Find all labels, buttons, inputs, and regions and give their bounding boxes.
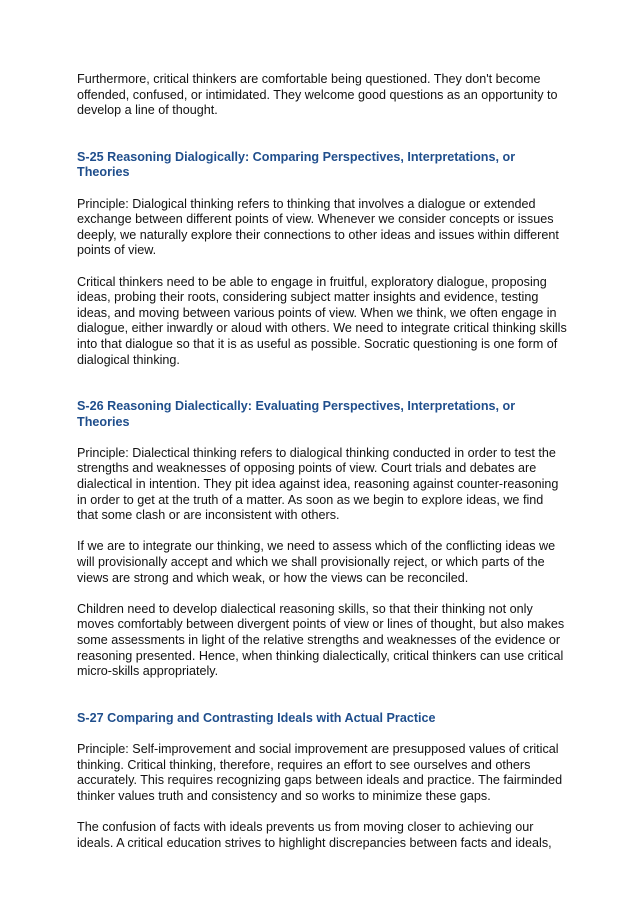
document-page [77, 72, 567, 851]
s25-heading: S-25 Reasoning Dialogically: Comparing Perspectives, Interpretations, or Theories [77, 149, 516, 180]
s27-heading: S-27 Comparing and Contrasting Ideals with Actual Practice [77, 710, 436, 725]
intro-paragraph: Furthermore, critical thinkers are comfortable being questioned. They don't become offended, confused, or intimidated. They welcome good questions as an opportunity to develop a line of thought. [77, 72, 558, 118]
s25-principle-paragraph: Principle: Dialogical thinking refers to thinking that involves a dialogue or extended exchange between different points of view. Whenever we consider concepts or issues deeply, we naturally explore their connections to other ideas and issues within different points of view. [77, 196, 559, 258]
s26-body-paragraph-1: If we are to integrate our thinking, we need to assess which of the conflicting ideas we will provisionally accept and which we shall provisionally reject, or which parts of the views are strong and which weak, or how the views can be reconciled. [77, 539, 556, 585]
s27-principle-paragraph: Principle: Self-improvement and social improvement are presupposed values of critical thinking. Critical thinking, therefore, requires an effort to see ourselves and others accurately. This requires recognizing gaps between ideals and practice. The fairminded thinker values truth and consistency and so works to minimize these gaps. [77, 741, 563, 803]
s26-body-paragraph-2: Children need to develop dialectical reasoning skills, so that their thinking not only moves comfortably between divergent points of view or lines of thought, but also makes some assessments in light of the relative strengths and weaknesses of the evidence or reasoning presented. Hence, when thinking dialectically, critical thinkers can use critical micro-skills appropriately. [77, 601, 565, 679]
s25-body-paragraph: Critical thinkers need to be able to engage in fruitful, exploratory dialogue, proposing ideas, probing their roots, considering subject matter insights and evidence, testing ideas, and moving between various points of view. When we think, we often engage in dialogue, either inwardly or aloud with others. We need to integrate critical thinking skills into that dialogue so that it is as useful as possible. Socratic questioning is one form of dialogical thinking. [77, 274, 567, 367]
s26-heading: S-26 Reasoning Dialectically: Evaluating Perspectives, Interpretations, or Theories [77, 399, 516, 429]
s26-principle-paragraph: Principle: Dialectical thinking refers to dialogical thinking conducted in order to test the strengths and weaknesses of opposing points of view. Court trials and debates are dialectical in intention. They pit idea against idea, reasoning against counter-reasoning in order to get at the truth of a matter. As soon as we begin to explore ideas, we find that some clash or are inconsistent with others. [77, 445, 559, 523]
s27-body-paragraph: The confusion of facts with ideals prevents us from moving closer to achieving our ideals. A critical education strives to highlight discrepancies between facts and ideals, [77, 819, 552, 850]
